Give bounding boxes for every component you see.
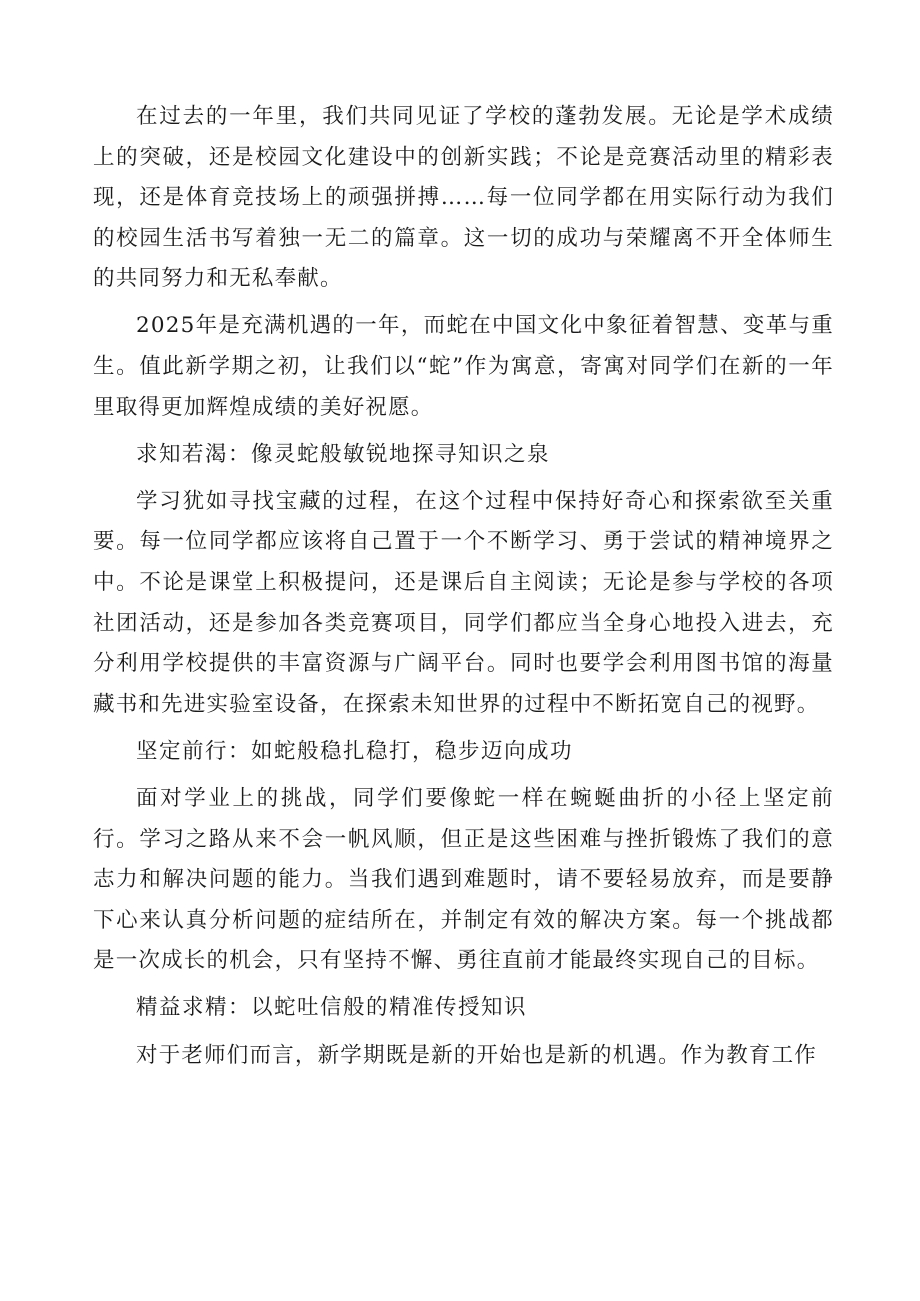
section-heading-thirst-for-knowledge: 求知若渴：像灵蛇般敏锐地探寻知识之泉 [136, 441, 551, 467]
paragraph-year-of-snake: 2025年是充满机遇的一年，而蛇在中国文化中象征着智慧、变革与重生。值此新学期之初，让我们以“蛇”作为寓意，寄寓对同学们在新的一年里取得更加辉煌成绩的美好祝愿。 [93, 313, 834, 420]
paragraph-learning: 学习犹如寻找宝藏的过程，在这个过程中保持好奇心和探索欲至关重要。每一位同学都应该将自己置于一个不断学习、勇于尝试的精神境界之中。不论是课堂上积极提问，还是课后自主阅读；无论是参与学校的各项社团活动，还是参加各类竞赛项目，同学们都应当全身心地投入进去，充分利用学校提供的丰富资源与广阔平台。同时也要学会利用图书馆的海量藏书和先进实验室设备，在探索未知世界的过程中不断拓宽自己的视野。 [93, 488, 834, 717]
section-heading-excellence: 精益求精：以蛇吐信般的精准传授知识 [136, 995, 528, 1021]
document-body [93, 97, 834, 1083]
paragraph-teachers: 对于老师们而言，新学期既是新的开始也是新的机遇。作为教育工作 [136, 1042, 818, 1068]
paragraph-review: 在过去的一年里，我们共同见证了学校的蓬勃发展。无论是学术成绩上的突破，还是校园文化建设中的创新实践；不论是竞赛活动里的精彩表现，还是体育竞技场上的顽强拼搏……每一位同学都在用实际行动为我们的校园生活书写着独一无二的篇章。这一切的成功与荣耀离不开全体师生的共同努力和无私奉献。 [93, 104, 834, 292]
paragraph-challenges: 面对学业上的挑战，同学们要像蛇一样在蜿蜒曲折的小径上坚定前行。学习之路从来不会一帆风顺，但正是这些困难与挫折锻炼了我们的意志力和解决问题的能力。当我们遇到难题时，请不要轻易放弃，而是要静下心来认真分析问题的症结所在，并制定有效的解决方案。每一个挑战都是一次成长的机会，只有坚持不懈、勇往直前才能最终实现自己的目标。 [93, 786, 834, 974]
section-heading-steady-progress: 坚定前行：如蛇般稳扎稳打，稳步迈向成功 [136, 738, 574, 764]
